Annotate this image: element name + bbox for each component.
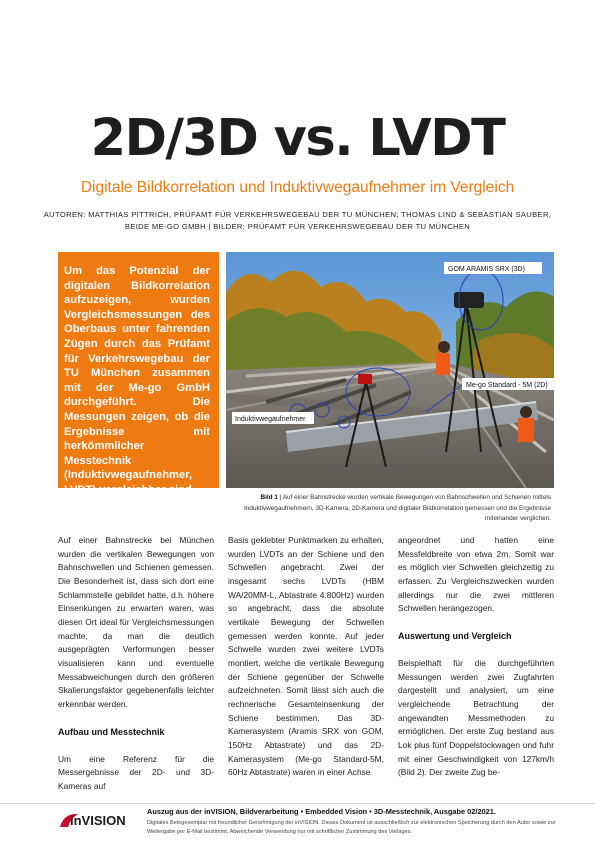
- measurement-photo: [226, 252, 554, 488]
- body-column-3: [398, 534, 554, 780]
- paragraph: Um eine Referenz für die Messergebnisse der 2D- und 3D-Kameras auf: [58, 753, 214, 791]
- section-heading-aufbau: Aufbau und Messtechnik: [58, 726, 165, 737]
- intro-text: Um das Potenzial der digitalen Bildkorrelation aufzuzeigen, wurden Vergleichsmessungen des Oberbaus unter fahrenden Zügen durch das Prüfamt für Verkehrswegebau der TU München zusammen mit der Me-go GmbH durchgeführt. Die Messungen zeigen, ob die Ergebnisse mit herkömmlicher Messtechnik (Induktivwegaufnehmer, LVDT) vergleichbar sind.: [64, 265, 210, 496]
- section-heading-auswertung: Auswertung und Vergleich: [398, 630, 512, 641]
- article-subtitle: Digitale Bildkorrelation und Induktivwegaufnehmer im Vergleich: [80, 179, 515, 196]
- intro-box: [58, 252, 219, 496]
- paragraph: Auf einer Bahnstrecke bei München wurden die vertikalen Bewegungen von Bahnschwellen und Schienen gemessen. Die Besonderheit ist, dass sich dort eine Schlammstelle gebildet hatte, d.h. höhere Einsenkungen zu erwarten waren, was diesen Ort ideal für Vergleichsmessungen machte, da man die deutlich ausgeprägten Verformungen besser visualisieren kann und eventuelle Messabweichungen durch den größeren Skalierungsfaktor gegebenenfalls leichter erkennbar werden.: [58, 535, 214, 709]
- body-column-1: [58, 534, 214, 794]
- caption-label: Bild 1: [260, 494, 278, 501]
- paragraph: Basis geklebter Punktmarken zu erhalten, wurden LVDTs an der Schiene und den Schwellen angebracht. Zwei der insgesamt sechs LVDTs (HBM WA/20MM-L, Abtastrate 4.800Hz) wurden so angebracht, dass die absolute vertikale Bewegung der Schwellen gemessen werden konnte. Auf jeder Schwelle wurden zwei weitere LVDTs montiert, welche die vertikale Bewegung der Schiene gegenüber der Schwelle aufzeichneten. Somit lässt sich auch die rechnerische Gesamteinsenkung der Schiene bestimmen. Das 3D-Kamerasystem (Aramis SRX von GOM, 150Hz Abtastrate) und das 2D-Kamerasystem (Me-go Standard-5M, 60Hz Abtastrate) waren in einer Achse: [228, 535, 384, 778]
- label-gom-aramis: GOM ARAMIS SRX (3D): [448, 266, 526, 273]
- paragraph: angeordnet und hatten eine Messfeldbreite von etwa 2m. Somit war es möglich vier Schwellen gleichzeitig zu erfassen. Zu Vergleichszwecken wurden allerdings nur die zwei mittleren Schwellen herangezogen.: [398, 535, 554, 614]
- caption-text: | Auf einer Bahnstrecke wurden vertikale Bewegungen von Bahnschwellen und Schienen mittels Induktivwegaufnehmern, 3D-Kamera, 2D-Kamera und digitaler Bildkorrelation gemessen und die Ergebnisse miteinander verglichen.: [244, 494, 551, 522]
- paragraph: Beispielhaft für die durchgeführten Messungen werden zwei Zugfahrten dargestellt und analysiert, um eine vergleichende Betrachtung der angewandten Messmethoden zu ermöglichen. Der erste Zug bestand aus Lok plus fünf Doppelstockwagen und fuhr mit einer Geschwindigkeit von 127km/h (Bild 2). Der zweite Zug be-: [398, 657, 554, 778]
- footer-notice: Digitales Belegexemplar mit freundlicher Genehmigung der inVISION. Dieses Dokument ist ausschließlich zur elektronischen Speicherung durch den Autor sowie zur Weitergabe per E-Mail bestimmt. Abweichende Verwendung nur mit schriftlicher Zustimmung des Verlages.: [147, 820, 556, 836]
- authors-line-1: AUTOREN: MATTHIAS PITTRICH, PRÜFAMT FÜR VERKEHRSWEGEBAU DER TU MÜNCHEN; THOMAS LIND & SEBASTIAN SAUBER,: [43, 210, 552, 219]
- footer-divider: [0, 803, 595, 804]
- railway-scene-image: [226, 252, 554, 488]
- label-induktivwegaufnehmer: Induktivwegaufnehmer: [235, 416, 306, 423]
- footer-source: Auszug aus der inVISION, Bildverarbeitung • Embedded Vision • 3D-Messtechnik, Ausgabe 02/2021.: [147, 807, 496, 816]
- article-title: 2D/3D vs. LVDT: [90, 109, 505, 168]
- invision-logo: [58, 811, 134, 829]
- label-mego-standard: Me-go Standard - 5M (2D): [466, 382, 548, 389]
- figure-caption: [229, 493, 551, 525]
- authors-line-2: BEIDE ME-GO GMBH | BILDER: PRÜFAMT FÜR VERKEHRSWEGEBAU DER TU MÜNCHEN: [124, 221, 471, 231]
- authors-credit: [30, 209, 565, 232]
- body-column-2: [228, 534, 384, 780]
- logo-text: inVISION: [70, 813, 126, 828]
